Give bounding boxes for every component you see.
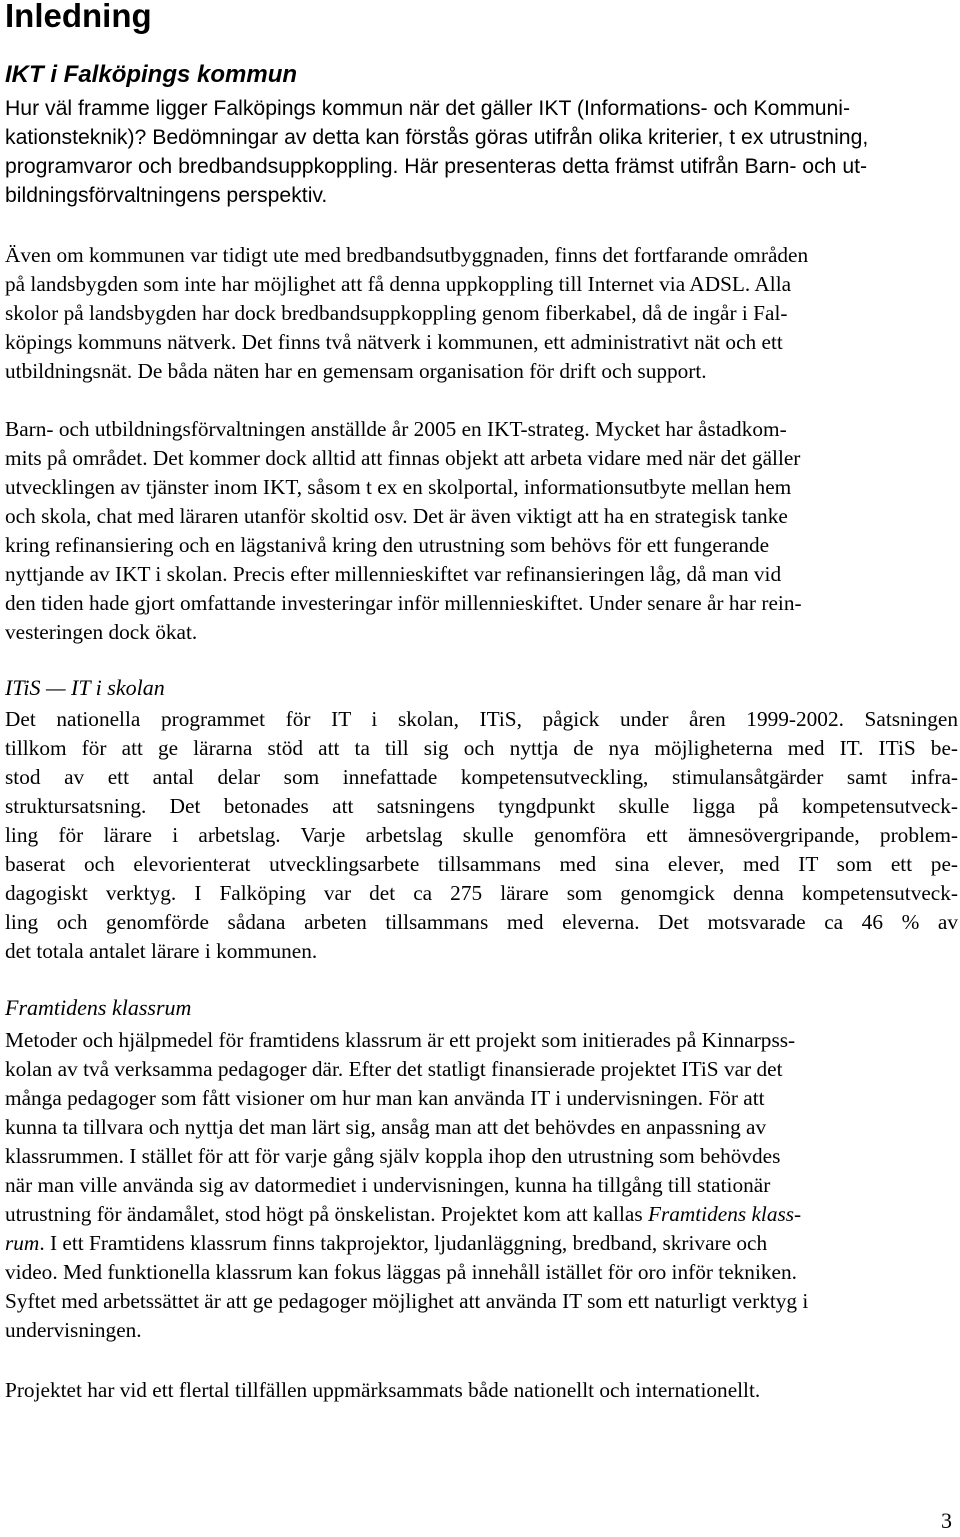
text-line: kring refinansiering och en lägstanivå kring den utrustning som behövs för ett fungerande [5, 533, 770, 557]
text-line: ling och genomförde sådana arbeten tillsammans med eleverna. Det motsvarade ca 46 % av [5, 910, 958, 934]
text-line: den tiden hade gjort omfattande investeringar inför millennieskiftet. Under senare år har rein- [5, 591, 802, 615]
text-line: Det nationella programmet för IT i skolan, ITiS, pågick under åren 1999-2002. Satsningen [5, 707, 958, 731]
text-line: undervisningen. [5, 1318, 142, 1342]
text-line: det totala antalet lärare i kommunen. [5, 939, 318, 963]
text-line: nyttjande av IKT i skolan. Precis efter millennieskiftet var refinansieringen låg, då man vid [5, 562, 782, 586]
page-number: 3 [941, 1508, 952, 1533]
text-line: tillkom för att ge lärarna stöd att ta till sig och nyttja de nya möjligheterna med IT. ITiS be- [5, 736, 958, 760]
text-line [5, 1200, 958, 1229]
text-line: kunna ta tillvara och nyttja det man lärt sig, ansåg man att det behövdes en anpassning av [5, 1115, 767, 1139]
text-line: utbildningsnät. De båda näten har en gemensam organisation för drift och support. [5, 359, 707, 383]
text-line: skolor på landsbygden har dock bredbandsuppkoppling genom fiberkabel, då de ingår i Fal- [5, 301, 788, 325]
text-line [5, 1229, 958, 1258]
text-line: mits på området. Det kommer dock alltid att finnas objekt att arbeta vidare med när det gäller [5, 446, 801, 470]
text-line: video. Med funktionella klassrum kan fokus läggas på innehåll istället för oro inför tekniken. [5, 1260, 797, 1284]
paragraph-intro [5, 94, 958, 210]
italic-term: Framtidens klass- [647, 1202, 802, 1226]
text-line: Syftet med arbetssättet är att ge pedagoger möjlighet att använda IT som ett naturligt verktyg i [5, 1289, 809, 1313]
text-line: kolan av två verksamma pedagoger där. Efter det statligt finansierade projektet ITiS var det [5, 1057, 783, 1081]
text-line: många pedagoger som fått visioner om hur man kan använda IT i undervisningen. För att [5, 1086, 765, 1110]
section-heading-framtidens: Framtidens klassrum [5, 995, 192, 1020]
text-line: stod av ett antal delar som innefattade kompetensutveckling, stimulansåtgärder samt infra- [5, 765, 958, 789]
page-title: Inledning [5, 0, 152, 34]
text-segment: utrustning för ändamålet, stod högt på önskelistan. Projektet kom att kallas [5, 1202, 648, 1226]
text-line: och skola, chat med läraren utanför skoltid osv. Det är även viktigt att ha en strategisk tanke [5, 504, 788, 528]
text-line: vesteringen dock ökat. [5, 620, 198, 644]
text-line: klassrummen. I stället för att för varje gång själv koppla ihop den utrustning som behövdes [5, 1144, 781, 1168]
text-line: dagogiskt verktyg. I Falköping var det ca 275 lärare som genomgick denna kompetensutveck- [5, 881, 958, 905]
paragraph-closing: Projektet har vid ett flertal tillfällen uppmärksammats både nationellt och internationellt. [5, 1378, 761, 1402]
text-line: utvecklingen av tjänster inom IKT, såsom t ex en skolportal, informationsutbyte mellan hem [5, 475, 792, 499]
text-line: köpings kommuns nätverk. Det finns två nätverk i kommunen, ett administrativt nät och ett [5, 330, 783, 354]
text-line: baserat och elevorienterat utvecklingsarbete tillsammans med sina elever, med IT som ett pe- [5, 852, 958, 876]
text-line: bildningsförvaltningens perspektiv. [5, 184, 328, 207]
text-line: Hur väl framme ligger Falköpings kommun när det gäller IKT (Informations- och Kommuni- [5, 97, 851, 120]
text-line: på landsbygden som inte har möjlighet att få denna uppkoppling till Internet via ADSL. Alla [5, 272, 792, 296]
text-line: Metoder och hjälpmedel för framtidens klassrum är ett projekt som initierades på Kinnarpss- [5, 1028, 796, 1052]
section-heading-itis: ITiS — IT i skolan [5, 675, 165, 700]
italic-term: rum [5, 1231, 40, 1255]
paragraph-bredband [5, 241, 958, 386]
text-line: struktursatsning. Det betonades att satsningens tyngdpunkt skulle ligga på kompetensutveck- [5, 794, 958, 818]
paragraph-itis [5, 705, 958, 966]
paragraph-framtidens [5, 1026, 958, 1345]
text-line: Även om kommunen var tidigt ute med bredbandsutbyggnaden, finns det fortfarande områden [5, 243, 809, 267]
text-line: Barn- och utbildningsförvaltningen anställde år 2005 en IKT-strateg. Mycket har åstadkom- [5, 417, 787, 441]
text-line: programvaror och bredbandsuppkoppling. Här presenteras detta främst utifrån Barn- och ut- [5, 155, 868, 178]
text-line: ling för lärare i arbetslag. Varje arbetslag skulle genomföra ett ämnesövergripande, problem- [5, 823, 958, 847]
text-line: kationsteknik)? Bedömningar av detta kan förstås göras utifrån olika kriterier, t ex utrustning, [5, 126, 869, 149]
text-line: när man ville använda sig av datormediet i undervisningen, kunna ha tillgång till stationär [5, 1173, 771, 1197]
section-heading-ikt: IKT i Falköpings kommun [5, 61, 298, 88]
paragraph-ikt-strateg [5, 415, 958, 647]
text-segment: . I ett Framtidens klassrum finns takprojektor, ljudanläggning, bredband, skrivare och [39, 1231, 768, 1255]
